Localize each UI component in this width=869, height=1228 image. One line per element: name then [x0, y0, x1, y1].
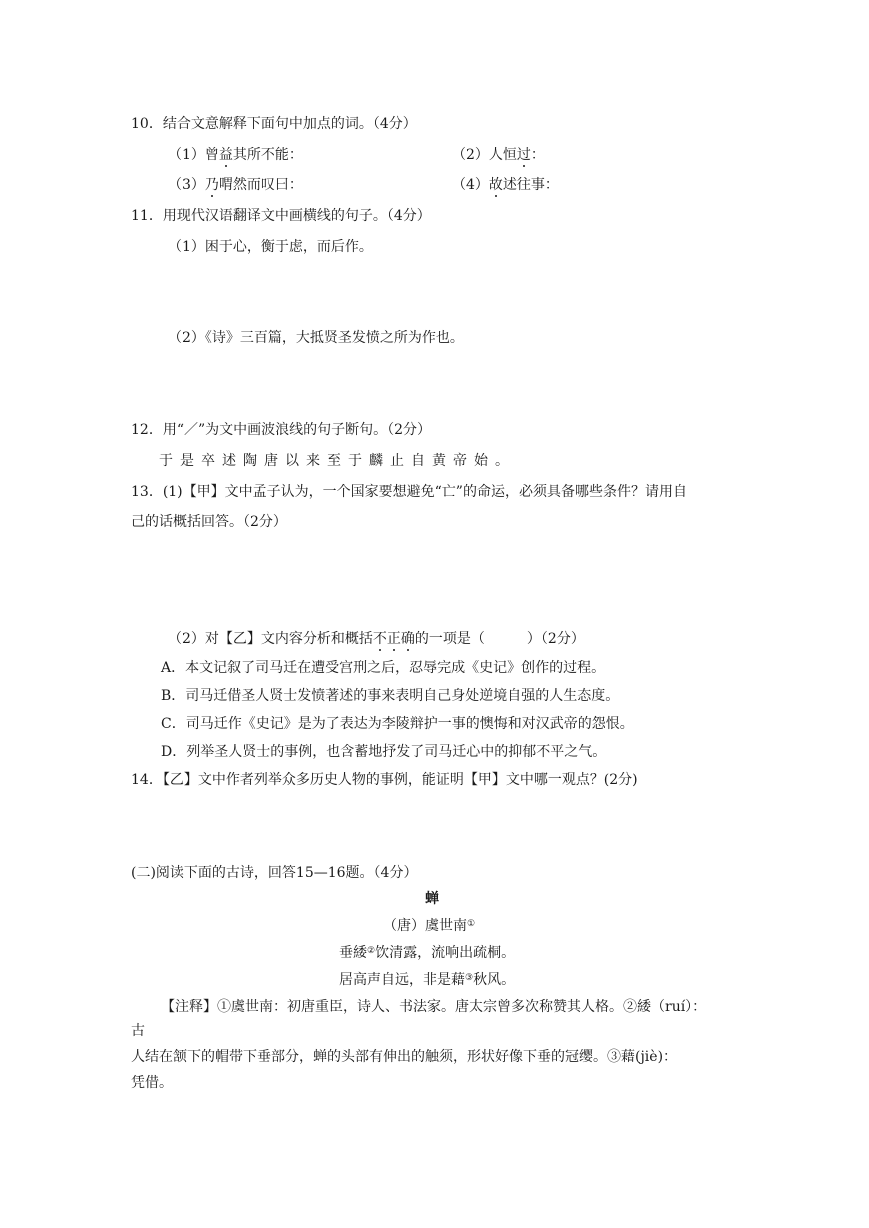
- q14-stem: 14．【乙】文中作者列举众多历史人物的事例，能证明【甲】文中哪一观点？(2分): [131, 772, 638, 788]
- q13-part2-stem: （2）对【乙】文内容分析和概括不正确的一项是（ ）（2分）: [168, 631, 585, 647]
- q13-option-c: C．司马迁作《史记》是为了表达为李陵辩护一事的懊悔和对汉武帝的怨恨。: [161, 716, 634, 732]
- emphasis-dot: 乃: [204, 177, 219, 193]
- emphasis-dot: 故: [488, 177, 503, 193]
- q10-stem: 10．结合文意解释下面句中加点的词。（4分）: [131, 116, 417, 132]
- poem-line-1: 垂緌②饮清露，流响出疏桐。: [339, 945, 516, 961]
- poem-line-2: 居高声自远，非是藉③秋风。: [339, 972, 516, 988]
- q10-item-1: （1）曾益其所不能：: [168, 147, 303, 163]
- note-mark: ③: [465, 973, 474, 983]
- poem-author: （唐）虞世南①: [383, 918, 476, 934]
- poem-title: 蝉: [425, 891, 439, 907]
- q11-item-1: （1）困于心，衡于虑，而后作。: [168, 239, 373, 255]
- q10-item-4: （4）故述往事：: [452, 177, 559, 193]
- emphasis-dot: 益: [218, 147, 233, 163]
- q11-item-2: （2）《诗》三百篇，大抵贤圣发愤之所为作也。: [168, 330, 464, 346]
- q13-option-d: D．列举圣人贤士的事例，也含蓄地抒发了司马迁心中的抑郁不平之气。: [161, 744, 607, 760]
- emphasis-dot: 确: [400, 631, 415, 647]
- note-mark: ②: [367, 946, 376, 956]
- poem-notes-line4: 凭借。: [131, 1075, 173, 1091]
- q13-stem-line1: 13．(1)【甲】文中孟子认为，一个国家要想避免“亡”的命运，必须具备哪些条件？请用自: [131, 484, 687, 500]
- section2-intro: (二)阅读下面的古诗，回答15—16题。（4分）: [131, 865, 418, 881]
- q13-option-b: B．司马迁借圣人贤士发愤著述的事来表明自己身处逆境自强的人生态度。: [161, 688, 620, 704]
- poem-notes-line2: 古: [131, 1023, 145, 1039]
- q10-item-2: （2）人恒过：: [452, 147, 545, 163]
- emphasis-dot: 正: [386, 631, 401, 647]
- q12-sentence: 于是卒述陶唐以来至于麟止自黄帝始。: [159, 453, 516, 469]
- q13-stem-line2: 己的话概括回答。（2分）: [131, 514, 287, 530]
- emphasis-dot: 不: [372, 631, 387, 647]
- q10-item-3: （3）乃喟然而叹曰：: [168, 177, 303, 193]
- q12-stem: 12．用“／”为文中画波浪线的句子断句。（2分）: [131, 422, 432, 438]
- poem-notes-line1: 【注释】①虞世南：初唐重臣，诗人、书法家。唐太宗曾多次称赞其人格。②緌（ruí）：: [161, 999, 707, 1015]
- q11-stem: 11．用现代汉语翻译文中画横线的句子。（4分）: [131, 208, 431, 224]
- note-mark: ①: [467, 919, 476, 929]
- q13-option-a: A．本文记叙了司马迁在遭受宫刑之后，忍辱完成《史记》创作的过程。: [161, 660, 606, 676]
- emphasis-dot: 过: [516, 147, 531, 163]
- poem-notes-line3: 人结在颔下的帽带下垂部分，蝉的头部有伸出的触须，形状好像下垂的冠缨。③藉(jiè)：: [131, 1049, 678, 1065]
